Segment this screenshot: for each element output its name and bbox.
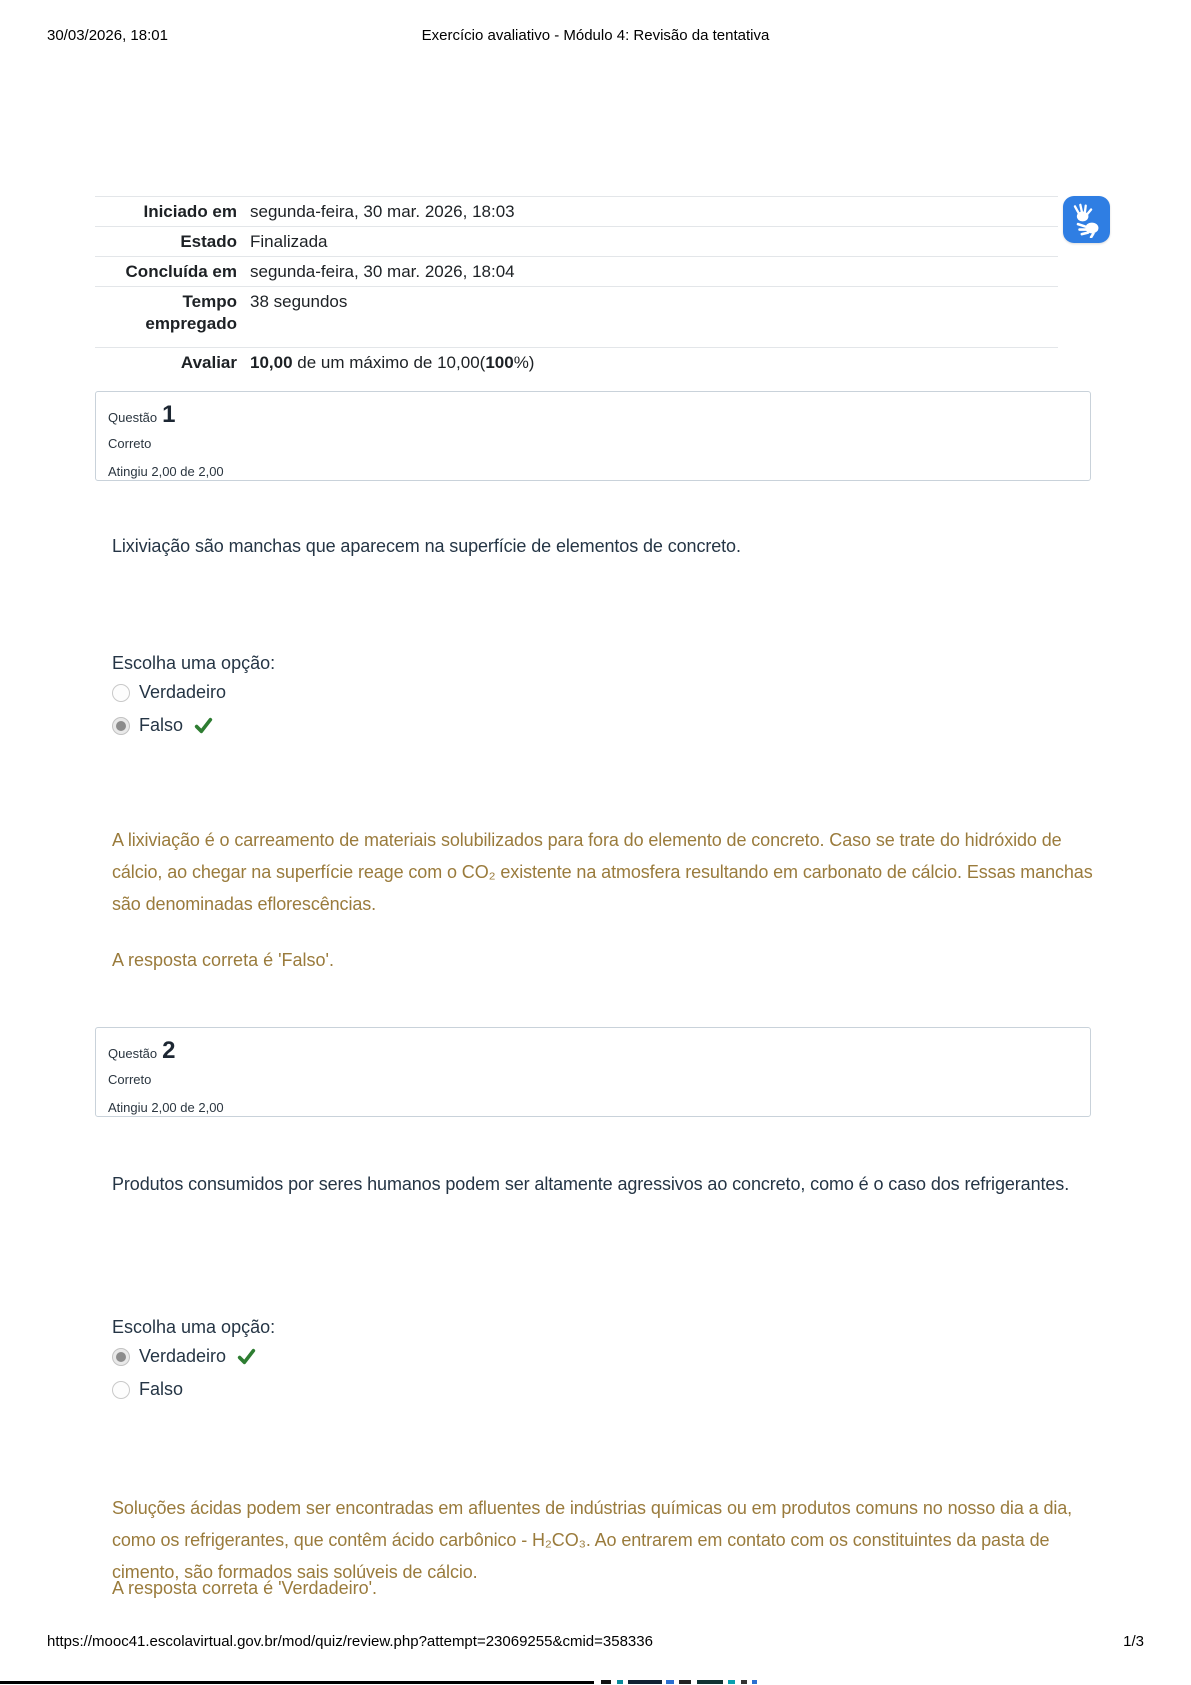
summary-label: Avaliar (180, 353, 237, 372)
summary-grade-value (250, 352, 1058, 374)
question-2-prompt: Escolha uma opção: (112, 1317, 276, 1337)
question-number-line (108, 1037, 1078, 1065)
artifact-fragment (617, 1680, 623, 1684)
question-state-badge: Correto (108, 436, 152, 451)
accessibility-libras-button[interactable] (1063, 196, 1110, 243)
print-datetime: 30/03/2026, 18:01 (47, 27, 168, 44)
summary-label: Estado (180, 232, 237, 251)
question-1-info-box (95, 391, 1091, 481)
question-label: Questão (108, 1046, 158, 1061)
print-source-url: https://mooc41.escolavirtual.gov.br/mod/quiz/review.php?attempt=23069255&cmid=358336 (47, 1633, 653, 1650)
question-2-option-verdadeiro[interactable] (112, 1346, 256, 1367)
artifact-fragment (697, 1680, 723, 1684)
correct-check-icon (194, 716, 213, 735)
summary-value: Finalizada (250, 232, 328, 251)
print-header (47, 27, 1144, 45)
page-title: Exercício avaliativo - Módulo 4: Revisão da tentativa (421, 27, 770, 44)
artifact-fragment (741, 1680, 747, 1684)
option-label: Verdadeiro (139, 682, 227, 702)
artifact-fragment (728, 1680, 735, 1684)
radio-selected-icon[interactable] (112, 717, 130, 735)
summary-row-completed (95, 256, 1058, 286)
artifact-black-bar (0, 1681, 594, 1684)
question-2-text: Produtos consumidos por seres humanos podem ser altamente agressivos ao concreto, como é o caso dos refrigerantes. (112, 1174, 1070, 1194)
question-1-option-falso[interactable] (112, 715, 213, 736)
summary-value: segunda-feira, 30 mar. 2026, 18:04 (250, 262, 515, 281)
artifact-fragment (601, 1680, 611, 1684)
question-1-correct-answer: A resposta correta é 'Falso'. (112, 950, 334, 970)
question-1-feedback: A lixiviação é o carreamento de materiais solubilizados para fora do elemento de concreto. Caso se trate do hidróxido de cálcio, ao chegar na superfície reage com o CO₂ existente na atmosfera resultando em carbonato de cálcio. Essas manchas são denominadas eflorescências. (112, 830, 1093, 914)
option-label: Falso (139, 715, 184, 735)
question-points: Atingiu 2,00 de 2,00 (108, 1100, 224, 1115)
summary-row-time-taken (95, 286, 1058, 347)
option-label: Verdadeiro (139, 1346, 227, 1366)
question-2-info-box (95, 1027, 1091, 1117)
question-points: Atingiu 2,00 de 2,00 (108, 464, 224, 479)
summary-label: Concluída em (125, 262, 237, 281)
artifact-fragment (666, 1680, 674, 1684)
question-2-option-falso[interactable] (112, 1379, 183, 1400)
question-1-option-verdadeiro[interactable] (112, 682, 226, 703)
screenshot-artifact-strip (0, 1680, 1191, 1685)
artifact-fragment (752, 1680, 757, 1684)
radio-unselected-icon[interactable] (112, 684, 130, 702)
summary-row-started (95, 196, 1058, 226)
grade-mid-text: de um máximo de 10,00( (292, 353, 486, 372)
attempt-summary-table (95, 196, 1058, 377)
print-page-number: 1/3 (1123, 1633, 1144, 1650)
summary-label: Iniciado em (143, 202, 237, 221)
correct-check-icon (237, 1347, 256, 1366)
summary-row-grade (95, 347, 1058, 377)
question-number: 2 (162, 1037, 176, 1064)
question-1-text: Lixiviação são manchas que aparecem na superfície de elementos de concreto. (112, 536, 741, 556)
summary-value: 38 segundos (250, 292, 348, 311)
summary-label: Tempo empregado (145, 292, 237, 333)
question-number: 1 (162, 401, 176, 428)
radio-unselected-icon[interactable] (112, 1381, 130, 1399)
summary-row-state (95, 226, 1058, 256)
artifact-fragment (679, 1680, 691, 1684)
grade-percent: 100 (485, 353, 514, 372)
print-footer (47, 1633, 1144, 1651)
grade-value: 10,00 (250, 353, 293, 372)
question-number-line (108, 401, 1078, 429)
question-state-badge: Correto (108, 1072, 152, 1087)
hand-talk-libras-icon (1068, 201, 1105, 238)
question-label: Questão (108, 410, 158, 425)
summary-value: segunda-feira, 30 mar. 2026, 18:03 (250, 202, 515, 221)
question-1-prompt: Escolha uma opção: (112, 653, 276, 673)
artifact-fragment (628, 1680, 662, 1684)
option-label: Falso (139, 1379, 184, 1399)
grade-suffix: %) (513, 353, 535, 372)
question-2-correct-answer: A resposta correta é 'Verdadeiro'. (112, 1578, 378, 1598)
radio-selected-icon[interactable] (112, 1348, 130, 1366)
question-2-feedback: Soluções ácidas podem ser encontradas em afluentes de indústrias químicas ou em produtos comuns no nosso dia a dia, como os refrigerantes, que contêm ácido carbônico - H₂CO₃. Ao entrarem em contato com os constituintes da pasta de cimento, são formados sais solúveis de cálcio. (112, 1498, 1073, 1582)
